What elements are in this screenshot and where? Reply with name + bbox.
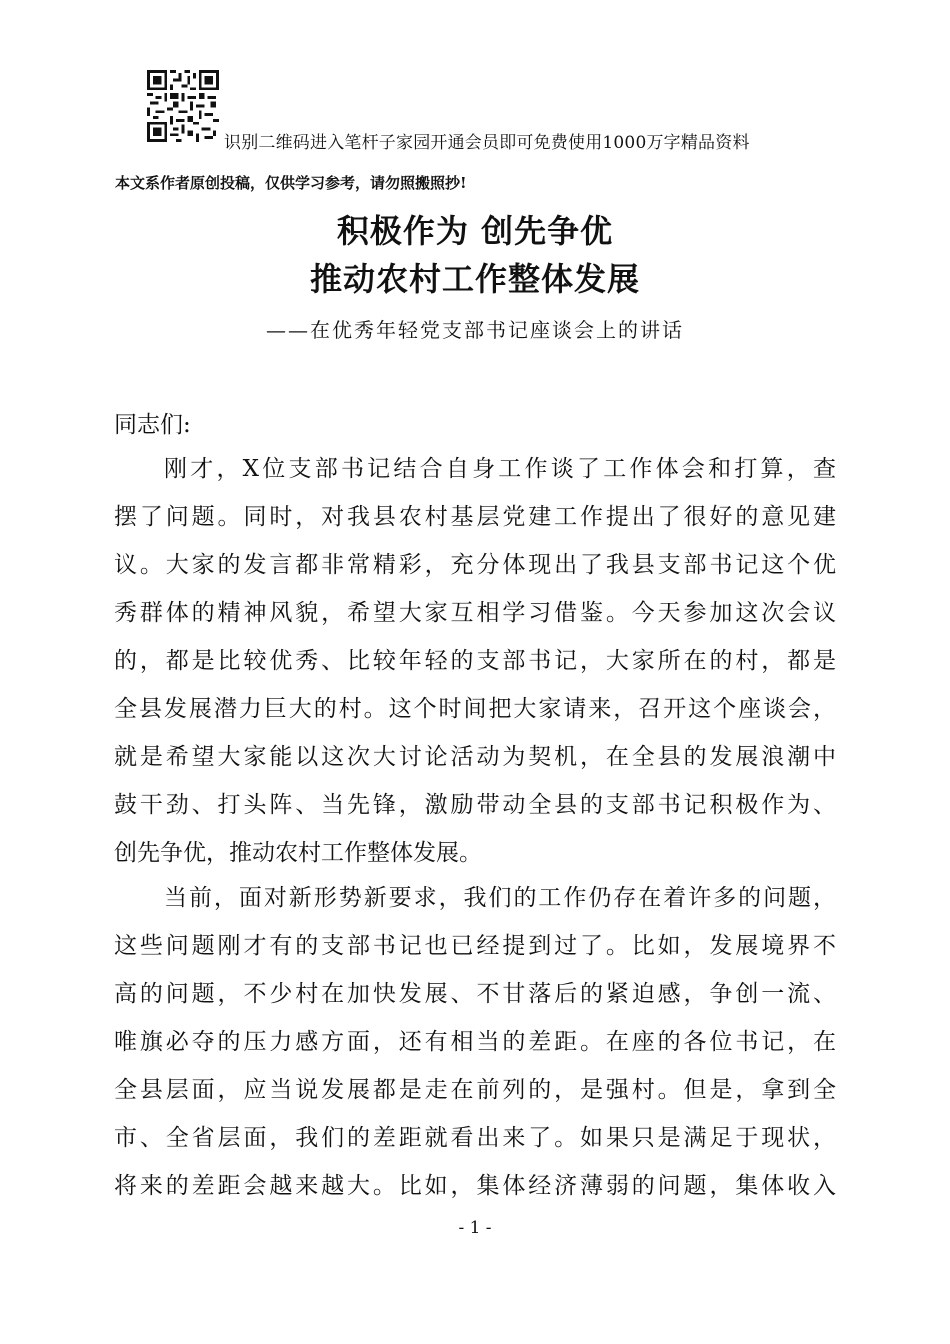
paragraph-line: 鼓干劲、打头阵、当先锋，激励带动全县的支部书记积极作为、 (114, 792, 836, 818)
paragraph-line: 全县层面，应当说发展都是走在前列的，是强村。但是，拿到全 (114, 1077, 836, 1103)
paragraph-line: 议。大家的发言都非常精彩，充分体现出了我县支部书记这个优 (114, 552, 836, 578)
paragraph-line: 刚才，X位支部书记结合自身工作谈了工作体会和打算，查 (164, 456, 836, 482)
paragraph-line: 将来的差距会越来越大。比如，集体经济薄弱的问题，集体收入 (114, 1173, 836, 1199)
paragraph-1 (114, 445, 836, 877)
paragraph-line: 创先争优，推动农村工作整体发展。 (114, 840, 482, 866)
title-line-1: 积极作为 创先争优 (336, 212, 614, 250)
paragraph-line: 摆了问题。同时，对我县农村基层党建工作提出了很好的意见建 (114, 504, 836, 530)
paragraph-2 (114, 874, 836, 1210)
page-number: - 1 - (458, 1218, 492, 1238)
qr-code-icon (147, 70, 219, 142)
qr-caption: 识别二维码进入笔杆子家园开通会员即可免费使用1000万字精品资料 (224, 133, 750, 153)
greeting: 同志们: (114, 412, 191, 438)
paragraph-line: 这些问题刚才有的支部书记也已经提到过了。比如，发展境界不 (114, 933, 836, 959)
paragraph-line: 全县发展潜力巨大的村。这个时间把大家请来，召开这个座谈会， (114, 696, 836, 722)
paragraph-line: 当前，面对新形势新要求，我们的工作仍存在着许多的问题， (164, 885, 836, 911)
paragraph-line: 的，都是比较优秀、比较年轻的支部书记，大家所在的村，都是 (114, 648, 836, 674)
paragraph-line: 唯旗必夺的压力感方面，还有相当的差距。在座的各位书记，在 (114, 1029, 836, 1055)
subtitle: ——在优秀年轻党支部书记座谈会上的讲话 (266, 318, 684, 342)
title-line-2: 推动农村工作整体发展 (309, 260, 640, 298)
copyright-notice: 本文系作者原创投稿，仅供学习参考，请勿照搬照抄! (115, 174, 467, 192)
paragraph-line: 高的问题，不少村在加快发展、不甘落后的紧迫感，争创一流、 (114, 981, 836, 1007)
paragraph-line: 秀群体的精神风貌，希望大家互相学习借鉴。今天参加这次会议 (114, 600, 836, 626)
paragraph-line: 就是希望大家能以这次大讨论活动为契机，在全县的发展浪潮中 (114, 744, 836, 770)
paragraph-line: 市、全省层面，我们的差距就看出来了。如果只是满足于现状， (114, 1125, 836, 1151)
